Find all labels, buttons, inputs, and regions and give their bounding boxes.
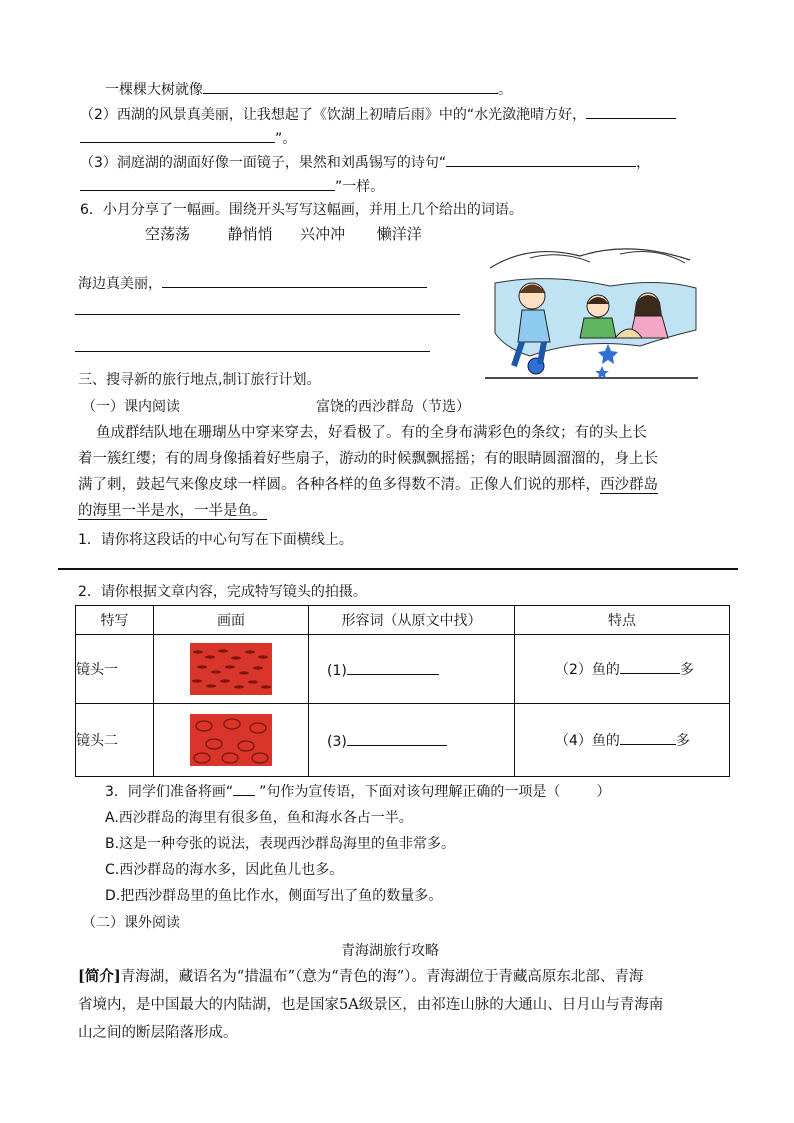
passage-line: 的海里一半是水，一半是鱼。 bbox=[78, 503, 267, 519]
option-c: C.西沙群岛的海水多，因此鱼儿也多。 bbox=[105, 862, 344, 878]
intro-line: 省境内，是中国最大的内陆湖，也是国家5A级景区，由祁连山脉的大通山、日月山与青海南 bbox=[78, 997, 664, 1013]
answer-blank[interactable] bbox=[347, 731, 447, 746]
feature-cell: （2）鱼的 多 bbox=[515, 635, 730, 704]
adjective-cell: (3) bbox=[309, 704, 515, 777]
shot-label: 镜头一 bbox=[76, 635, 154, 704]
intro-line: [简介]青海湖，藏语名为“措温布”（意为“青色的海”）。青海湖位于青藏高原东北部、青海 bbox=[78, 968, 644, 985]
question-1: 1．请你将这段话的中心句写在下面横线上。 bbox=[78, 532, 353, 548]
answer-blank[interactable] bbox=[80, 128, 275, 143]
header-closeup: 特写 bbox=[76, 606, 154, 635]
passage-line: 鱼成群结队地在珊瑚丛中穿来穿去，好看极了。有的全身布满彩色的条纹；有的头上长 bbox=[96, 425, 647, 441]
answer-line[interactable] bbox=[58, 568, 738, 570]
writing-line[interactable] bbox=[75, 351, 430, 352]
answer-blank[interactable] bbox=[80, 176, 335, 191]
passage-title: 富饶的西沙群岛（节选） bbox=[316, 399, 470, 415]
option-b: B.这是一种夸张的说法，表现西沙群岛海里的鱼非常多。 bbox=[105, 836, 456, 852]
section-3-title: 三、搜寻新的旅行地点,制订旅行计划。 bbox=[78, 372, 321, 388]
question-3-prompt: 3．同学们准备将画“ ”句作为宣传语，下面对该句理解正确的一项是（ ） bbox=[105, 781, 610, 802]
header-adjective: 形容词（从原文中找） bbox=[309, 606, 515, 635]
table-header-row bbox=[76, 606, 730, 635]
in-class-reading-heading: （一）课内阅读 bbox=[82, 399, 180, 415]
header-picture: 画面 bbox=[154, 606, 309, 635]
intro-tag: [简介] bbox=[78, 968, 121, 985]
feature-cell: （4）鱼的 多 bbox=[515, 704, 730, 777]
answer-blank[interactable] bbox=[620, 659, 680, 674]
answer-blank[interactable] bbox=[446, 152, 636, 167]
beach-illustration bbox=[470, 238, 702, 388]
option-a: A.西沙群岛的海里有很多鱼，鱼和海水各占一半。 bbox=[105, 810, 413, 826]
article-title: 青海湖旅行攻略 bbox=[341, 943, 439, 959]
answer-blank[interactable] bbox=[203, 79, 498, 94]
table-row bbox=[76, 704, 730, 777]
option-d: D.把西沙群岛里的鱼比作水，侧面写出了鱼的数量多。 bbox=[105, 888, 443, 904]
passage-line: 满了刺，鼓起气来像皮球一样圆。各种各样的鱼多得数不清。正像人们说的那样，西沙群岛 bbox=[78, 477, 658, 493]
writing-start: 海边真美丽， bbox=[78, 273, 427, 294]
adjective-cell: (1) bbox=[309, 635, 515, 704]
intro-line: 山之间的断层陷落形成。 bbox=[78, 1025, 238, 1041]
answer-blank[interactable] bbox=[347, 660, 439, 675]
shot-image-cell bbox=[154, 635, 309, 704]
word-bank: 空荡荡 静悄悄 兴冲冲 懒洋洋 bbox=[145, 225, 422, 243]
question-3-line-end: ”一样。 bbox=[80, 176, 384, 197]
writing-line[interactable] bbox=[75, 314, 460, 315]
answer-blank[interactable] bbox=[586, 104, 676, 119]
shot-image-cell bbox=[154, 704, 309, 777]
fish-school-image bbox=[190, 643, 272, 695]
question-2: 2．请你根据文章内容，完成特写镜头的拍摄。 bbox=[78, 584, 367, 600]
writing-line[interactable] bbox=[162, 273, 427, 288]
shot-label: 镜头二 bbox=[76, 704, 154, 777]
question-3-line: （3）洞庭湖的湖面好像一面镜子，果然和刘禹锡写的诗句“ ， bbox=[80, 152, 650, 173]
question-6-prompt: 6．小月分享了一幅画。围绕开头写写这幅画，并用上几个给出的词语。 bbox=[80, 202, 523, 218]
closeup-table bbox=[75, 605, 730, 777]
colorful-fish-image bbox=[190, 714, 272, 766]
passage-line: 着一簇红缨；有的周身像插着好些扇子，游动的时候飘飘摇摇；有的眼睛圆溜溜的，身上长 bbox=[78, 451, 658, 467]
question-2-line-end: ”。 bbox=[80, 128, 296, 149]
extracurricular-reading-heading: （二）课外阅读 bbox=[82, 915, 180, 931]
question-2-line: （2）西湖的风景真美丽，让我想起了《饮湖上初晴后雨》中的“水光潋滟晴方好， bbox=[80, 104, 676, 125]
table-row bbox=[76, 635, 730, 704]
header-feature: 特点 bbox=[515, 606, 730, 635]
simile-line: 一棵棵大树就像 。 bbox=[105, 79, 512, 100]
answer-blank[interactable] bbox=[233, 781, 255, 796]
answer-blank[interactable] bbox=[620, 730, 676, 745]
